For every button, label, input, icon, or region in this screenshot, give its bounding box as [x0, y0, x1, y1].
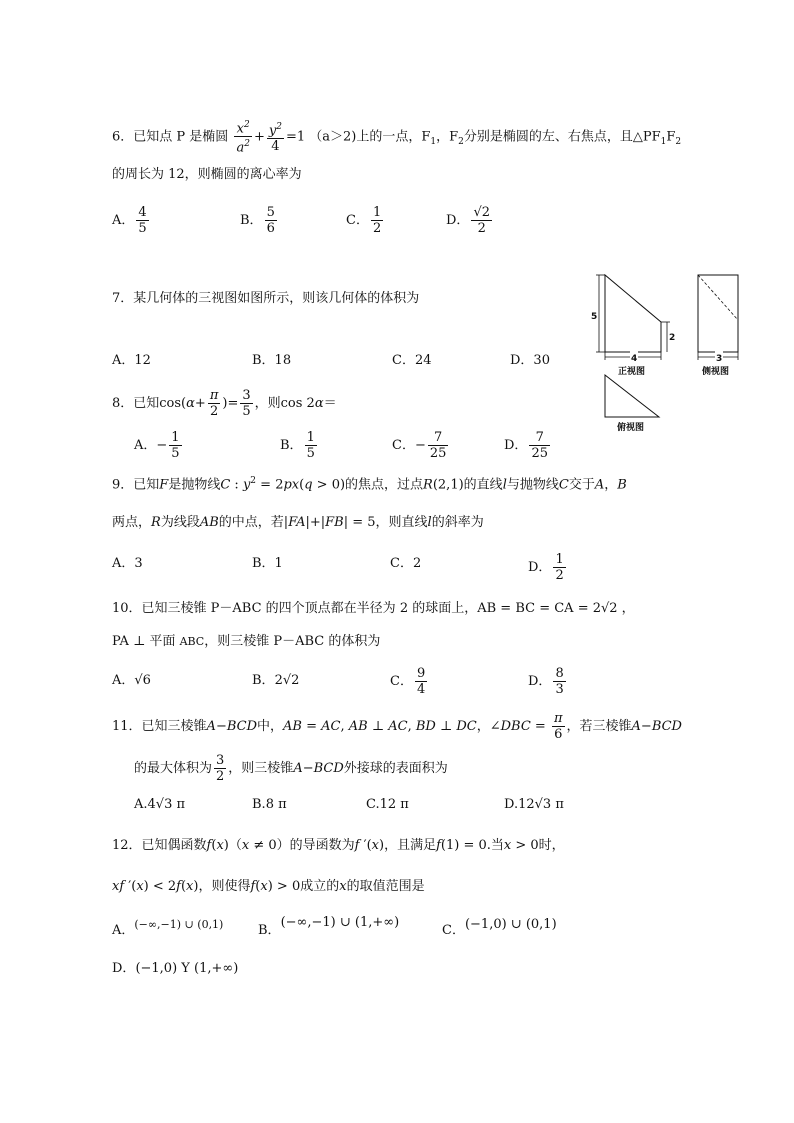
dim-label-3: 3 — [715, 350, 723, 368]
q10-line2: PA ⊥ 平面 ABC，则三棱锥 P－ABC 的体积为 — [112, 634, 381, 649]
q10-line1: 10．已知三棱锥 P－ABC 的四个顶点都在半径为 2 的球面上，AB = BC = CA = 2√2 ， — [112, 601, 635, 616]
q9-line2: 两点，R为线段AB的中点，若|FA|+|FB| = 5，则直线l的斜率为 — [112, 515, 484, 530]
side-view-shape — [698, 275, 738, 352]
q9-option-c: C．2 — [390, 556, 422, 571]
q6-ellipse-frac-y: $\frac{y^2}{4}$ — [268, 121, 282, 154]
top-view-shape — [605, 375, 659, 417]
q9-option-b: B．1 — [252, 556, 283, 571]
q6-option-d: D． $\frac{√2}{2}$ — [446, 205, 490, 236]
side-view-label: 侧视图 — [702, 367, 730, 377]
q7-option-c: C．24 — [392, 353, 432, 368]
front-view-label: 正视图 — [618, 367, 646, 377]
q6-number: 6． — [112, 129, 134, 145]
q6-option-a: A． $\frac{4}{5}$ — [112, 205, 147, 236]
q6-option-b: B． $\frac{5}{6}$ — [240, 205, 275, 236]
q8-option-d: D． $\frac{7}{25}$ — [504, 430, 548, 461]
q12-option-a: A．$^{(-\infty,-1) \cup (0,1)}$ — [112, 918, 224, 938]
q12-option-b: B．(−∞,−1) ∪ (1,+∞) — [258, 915, 400, 938]
front-view-shape — [605, 275, 661, 352]
q9-option-a: A．3 — [112, 556, 143, 571]
q11-line1: 11．已知三棱锥A−BCD中，AB = AC, AB ⊥ AC, BD ⊥ DC，∠DBC = $\frac{\pi}{6}$ ，若三棱锥A−BCD — [112, 711, 682, 742]
q12-option-d: D．(−1,0) Y (1,+∞) — [112, 961, 239, 976]
q6-line2: 的周长为 12，则椭圆的离心率为 — [112, 167, 302, 182]
q12-option-c: C．(−1,0) ∪ (0,1) — [442, 917, 557, 938]
top-view-label: 俯视图 — [617, 423, 645, 433]
q7-text: 7．某几何体的三视图如图所示，则该几何体的体积为 — [112, 291, 420, 306]
q6-ellipse-frac-x: $\frac{x^2}{a^2}$ — [236, 120, 250, 156]
q8-option-b: B． $\frac{1}{5}$ — [280, 430, 315, 461]
q11-option-b: B.8 π — [252, 797, 287, 812]
q6-option-c: C． $\frac{1}{2}$ — [346, 205, 382, 236]
q7-option-a: A．12 — [112, 353, 151, 368]
dim-label-5: 5 — [591, 312, 598, 322]
q7-option-b: B．18 — [252, 353, 292, 368]
dim-label-2: 2 — [669, 333, 676, 343]
dim-label-4: 4 — [630, 350, 638, 368]
q10-option-d: D． $\frac{8}{3}$ — [528, 666, 564, 697]
q11-line2: 的最大体积为 $\frac{3}{2}$ ，则三棱锥A−BCD外接球的表面积为 — [134, 753, 448, 784]
q7-option-d: D．30 — [510, 353, 550, 368]
q10-option-a: A．√6 — [112, 673, 151, 688]
q12-line2: xf ′(x) < 2f(x)，则使得f(x) > 0成立的x的取值范围是 — [112, 879, 425, 894]
q9-option-d: D． $\frac{1}{2}$ — [528, 552, 564, 583]
q8-text: 8．已知cos(α+ $\frac{\pi}{2}$ )= $\frac{3}{5}$ ，则cos 2α＝ — [112, 388, 337, 419]
q11-option-d: D.12√3 π — [504, 797, 564, 812]
q9-line1: 9．已知F是抛物线C : $y^2 = 2px(q > 0)$的焦点，过点R(2,1)的直线l与抛物线C交于A，B — [112, 476, 627, 493]
q12-line1: 12．已知偶函数f(x)（x ≠ 0）的导函数为f ′(x)，且满足f(1) = 0.当x > 0时， — [112, 838, 565, 853]
q10-option-c: C． $\frac{9}{4}$ — [390, 666, 426, 697]
q11-option-c: C.12 π — [366, 797, 409, 812]
q8-option-c: C．− $\frac{7}{25}$ — [392, 430, 447, 461]
q8-option-a: A．− $\frac{1}{5}$ — [134, 430, 180, 461]
q10-option-b: B．2√2 — [252, 673, 300, 688]
q11-option-a: A.4√3 π — [134, 797, 186, 812]
q6-line1: 6．已知点 P 是椭圆 $\frac{x^2}{a^2}$ + $\frac{y^2}{4}$ =1 （a＞2)上的一点，$F_1$，$F_2$分别是椭圆的左、右焦点，且$\triangle PF_1F_2$ — [112, 120, 682, 156]
